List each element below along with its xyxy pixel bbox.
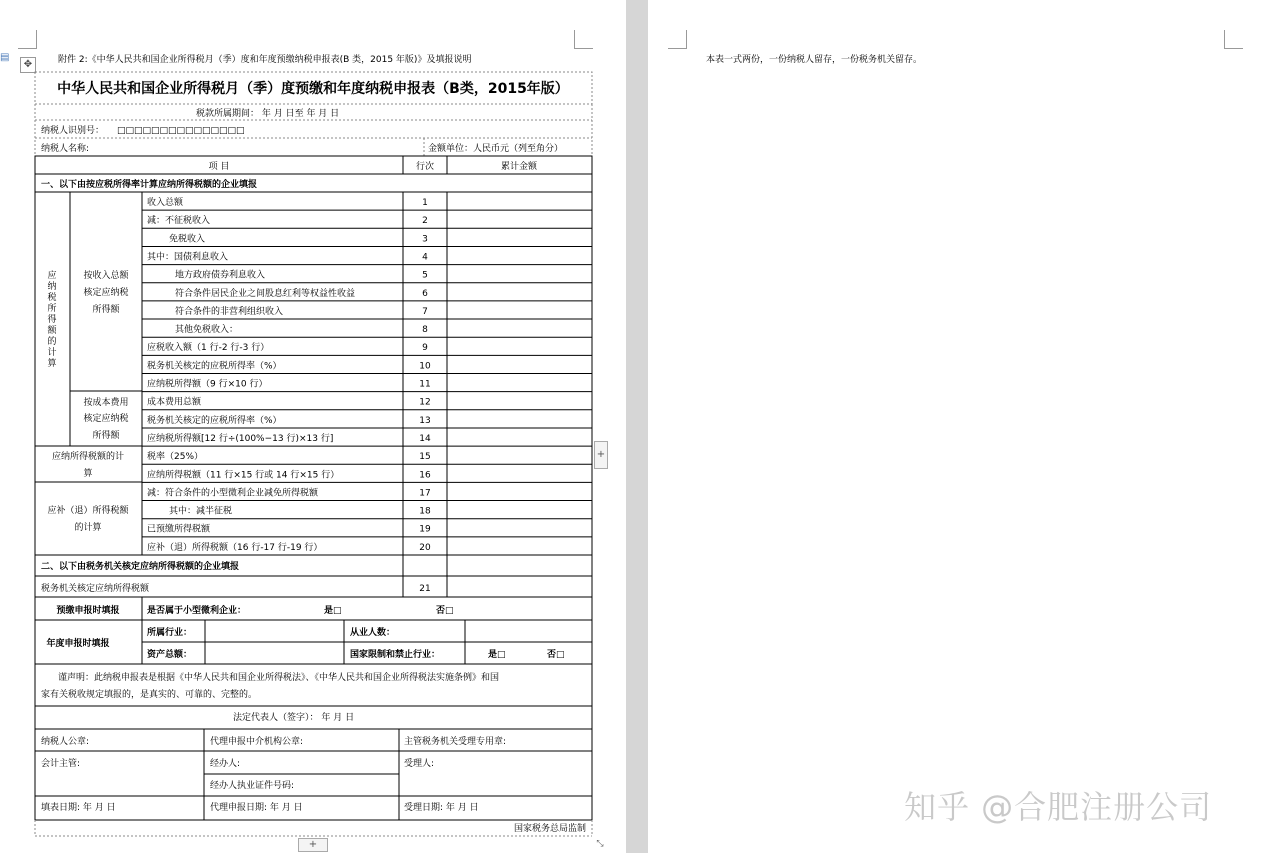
watermark: 知乎 @合肥注册公司 — [904, 788, 1213, 826]
industry-label: 所属行业： — [147, 628, 193, 638]
section1-title: 一、以下由按应税所得率计算应纳所得税额的企业填报 — [41, 180, 258, 190]
row-label: 应税收入额（1 行-2 行-3 行） — [147, 343, 270, 354]
row-number: 5 — [422, 270, 428, 281]
receiver: 受理人: — [404, 759, 435, 769]
row-label: 税率（25%） — [147, 452, 204, 463]
fill-date: 填表日期: 年 月 日 — [41, 803, 116, 813]
table-move-handle-icon[interactable]: ✥ — [20, 57, 36, 73]
row-number: 16 — [419, 470, 431, 481]
receive-date: 受理日期: 年 月 日 — [404, 803, 479, 813]
row-number: 19 — [419, 524, 431, 535]
row-number: 4 — [422, 252, 428, 263]
group-calc-label: 应纳税所得额的计算 — [47, 271, 57, 369]
employees-label: 从业人数： — [350, 628, 396, 638]
prepay-label: 预缴申报时填报 — [56, 606, 120, 616]
sub-income-line1: 按收入总额 — [83, 271, 129, 281]
row-number: 9 — [422, 343, 428, 354]
page-gap — [626, 0, 648, 853]
form-title: 中华人民共和国企业所得税月（季）度预缴和年度纳税申报表（B类，2015年版） — [57, 81, 569, 97]
row-label: 收入总额 — [147, 198, 184, 208]
row-label: 其他免税收入： — [175, 325, 239, 336]
row-label: 符合条件的非营利组织收入 — [175, 306, 284, 317]
document-icon: ▤ — [0, 52, 10, 63]
agent-date: 代理申报日期: 年 月 日 — [210, 803, 303, 813]
legal-representative: 法定代表人（签字）： 年 月 日 — [233, 713, 355, 723]
row-number: 20 — [419, 542, 431, 553]
tax-period: 税款所属期间： 年 月 日至 年 月 日 — [196, 109, 340, 119]
prepay-yes[interactable]: 是□ — [324, 606, 342, 616]
row-number: 13 — [419, 415, 431, 426]
seal-agent: 代理申报中介机构公章: — [210, 737, 304, 747]
row-label: 应补（退）所得税额（16 行-17 行-19 行） — [147, 542, 323, 553]
group-refund-line2: 的计算 — [74, 523, 102, 533]
row-label: 已预缴所得税额 — [147, 524, 211, 535]
add-column-button[interactable]: + — [594, 441, 608, 469]
handler-cert: 经办人执业证件号码: — [210, 781, 295, 791]
footer-note: 国家税务总局监制 — [513, 824, 586, 834]
attachment-note: 附件 2:《中华人民共和国企业所得税月（季）度和年度预缴纳税申报表(B 类，2015 年版)》及填报说明 — [58, 55, 472, 65]
row-label: 地方政府债券利息收入 — [175, 270, 266, 281]
header-row-no: 行次 — [415, 162, 435, 172]
document-page-2 — [648, 0, 1284, 853]
document-page-1 — [0, 0, 626, 853]
row-number: 10 — [419, 361, 431, 372]
seal-authority: 主管税务机关受理专用章: — [404, 737, 507, 747]
add-row-button[interactable]: + — [298, 838, 328, 852]
sub-income-line3: 所得额 — [92, 305, 120, 315]
row-label: 其中：减半征税 — [169, 506, 233, 517]
crop-mark — [1224, 30, 1243, 49]
declaration-line1: 谨声明：此纳税申报表是根据《中华人民共和国企业所得税法》、《中华人民共和国企业所得税法实施条例》和国 — [58, 673, 500, 683]
row-number: 6 — [422, 288, 428, 299]
row-number: 18 — [419, 506, 431, 517]
sub-cost-line2: 核定应纳税 — [83, 414, 129, 424]
restricted-label: 国家限制和禁止行业： — [350, 650, 441, 660]
annual-yes[interactable]: 是□ — [488, 650, 506, 660]
sub-cost-line3: 所得额 — [92, 431, 120, 441]
row-number: 17 — [419, 488, 431, 499]
row-number: 11 — [419, 379, 431, 390]
sub-cost-line1: 按成本费用 — [83, 398, 129, 408]
crop-mark — [668, 30, 687, 49]
copies-note: 本表一式两份，一份纳税人留存，一份税务机关留存。 — [706, 55, 923, 65]
group-tax-line1: 应纳所得税额的计 — [51, 452, 125, 462]
row-label: 应纳税所得额[12 行÷(100%−13 行)×13 行] — [147, 433, 334, 444]
taxpayer-name-label: 纳税人名称: — [41, 144, 90, 154]
row-label: 减：不征税收入 — [147, 216, 211, 227]
row-label: 税务机关核定的应税所得率（%） — [147, 415, 282, 426]
tax-form-table — [0, 0, 626, 853]
row-number: 15 — [419, 452, 431, 463]
row-label: 应纳税所得额（9 行×10 行） — [147, 379, 268, 390]
accountant: 会计主管: — [41, 759, 81, 769]
sub-income-line2: 核定应纳税 — [83, 288, 129, 298]
row-number: 12 — [419, 397, 431, 408]
declaration-line2: 家有关税收规定填报的，是真实的、可靠的、完整的。 — [41, 690, 258, 700]
row-label: 成本费用总额 — [147, 397, 202, 408]
row-label: 税务机关核定的应税所得率（%） — [147, 361, 282, 372]
header-item: 项 目 — [208, 162, 230, 172]
section2-title: 二、以下由税务机关核定应纳所得税额的企业填报 — [41, 562, 240, 572]
annual-no[interactable]: 否□ — [547, 650, 565, 660]
row-number: 3 — [422, 234, 428, 245]
row-number: 8 — [422, 325, 428, 336]
taxpayer-id-label: 纳税人识别号： — [41, 126, 105, 136]
table-resize-handle-icon[interactable]: ⤡ — [596, 839, 604, 849]
taxpayer-id-boxes: □□□□□□□□□□□□□□□ — [117, 126, 245, 136]
group-calc-vertical — [47, 269, 57, 369]
is-small-label: 是否属于小型微利企业： — [147, 606, 247, 616]
row-number: 2 — [422, 216, 428, 227]
row-number: 7 — [422, 306, 428, 317]
row-label: 免税收入 — [169, 234, 206, 245]
header-amount: 累计金额 — [500, 162, 538, 172]
row21-label: 税务机关核定应纳所得税额 — [41, 584, 150, 594]
group-tax-line2: 算 — [83, 469, 93, 479]
group-refund-line1: 应补（退）所得税额 — [47, 506, 129, 516]
annual-label: 年度申报时填报 — [46, 639, 110, 649]
row-label: 应纳所得税额（11 行×15 行或 14 行×15 行） — [147, 470, 340, 481]
row-label: 符合条件居民企业之间股息红利等权益性收益 — [175, 288, 356, 299]
assets-label: 资产总额： — [147, 650, 193, 660]
handler: 经办人: — [210, 759, 241, 769]
row-label: 其中：国债利息收入 — [147, 252, 229, 263]
row-number: 1 — [422, 198, 428, 208]
row-label: 减：符合条件的小型微利企业减免所得税额 — [147, 488, 319, 499]
row21-no: 21 — [419, 584, 431, 594]
row-number: 14 — [419, 433, 431, 444]
currency-unit: 金额单位：人民币元（列至角分） — [428, 144, 564, 154]
prepay-no[interactable]: 否□ — [436, 606, 454, 616]
seal-taxpayer: 纳税人公章: — [41, 737, 90, 747]
form-rows — [147, 196, 431, 553]
